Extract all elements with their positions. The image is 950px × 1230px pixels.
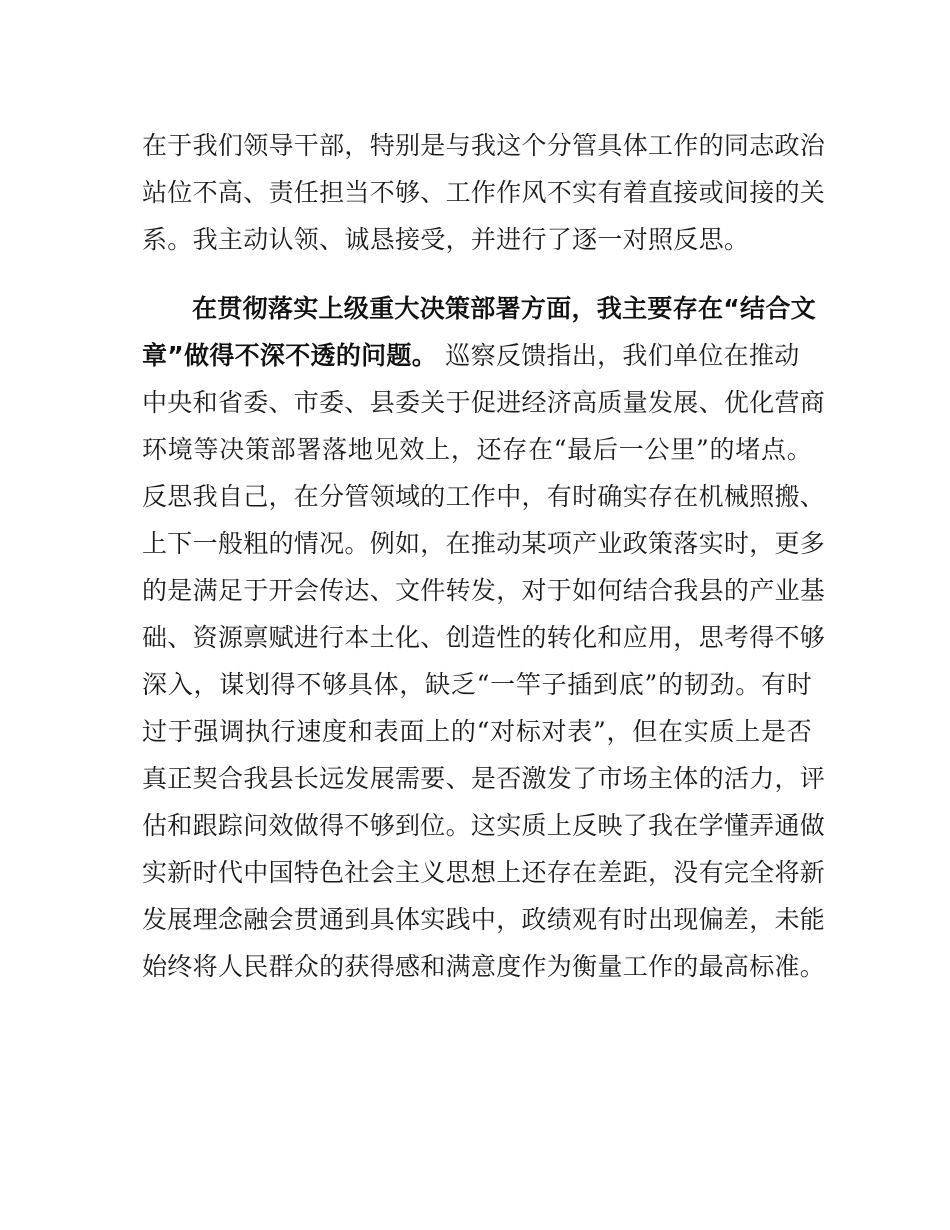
paragraph-text: 巡察反馈指出，我们单位在推动 <box>445 341 800 370</box>
paragraph-line: 站位不高、责任担当不够、工作作风不实有着直接或间接的关 <box>142 178 826 207</box>
paragraph-line: 真正契合我县长远发展需要、是否激发了市场主体的活力，评 <box>142 764 826 793</box>
paragraph-line: 础、资源禀赋进行本土化、创造性的转化和应用，思考得不够 <box>142 623 826 652</box>
section-heading-continued: 章”做得不深不透的问题。 <box>142 341 438 370</box>
paragraph-line: 深入，谋划得不够具体，缺乏“一竿子插到底”的韧劲。有时 <box>142 670 812 699</box>
paragraph-line: 实新时代中国特色社会主义思想上还存在差距，没有完全将新 <box>142 858 826 887</box>
paragraph-line: 系。我主动认领、诚恳接受，并进行了逐一对照反思。 <box>142 225 750 254</box>
paragraph-line: 环境等决策部署落地见效上，还存在“最后一公里”的堵点。 <box>142 435 812 464</box>
paragraph-line: 中央和省委、市委、县委关于促进经济高质量发展、优化营商 <box>142 388 826 417</box>
paragraph-line: 过于强调执行速度和表面上的“对标对表”，但在实质上是否 <box>142 717 812 746</box>
paragraph-line: 估和跟踪问效做得不够到位。这实质上反映了我在学懂弄通做 <box>142 811 826 840</box>
paragraph-line: 的是满足于开会传达、文件转发，对于如何结合我县的产业基 <box>142 576 826 605</box>
paragraph-2 <box>142 285 826 990</box>
paragraph-line: 始终将人民群众的获得感和满意度作为衡量工作的最高标准。 <box>142 952 826 981</box>
paragraph-line <box>142 332 812 379</box>
paragraph-line: 发展理念融会贯通到具体实践中，政绩观有时出现偏差，未能 <box>142 905 826 934</box>
section-heading: 在贯彻落实上级重大决策部署方面，我主要存在“结合文 <box>192 294 816 323</box>
paragraph-line: 反思我自己，在分管领域的工作中，有时确实存在机械照搬、 <box>142 482 826 511</box>
paragraph-line: 上下一般粗的情况。例如，在推动某项产业政策落实时，更多 <box>142 529 826 558</box>
paragraph-1 <box>142 122 826 263</box>
paragraph-line: 在于我们领导干部，特别是与我这个分管具体工作的同志政治 <box>142 131 826 160</box>
